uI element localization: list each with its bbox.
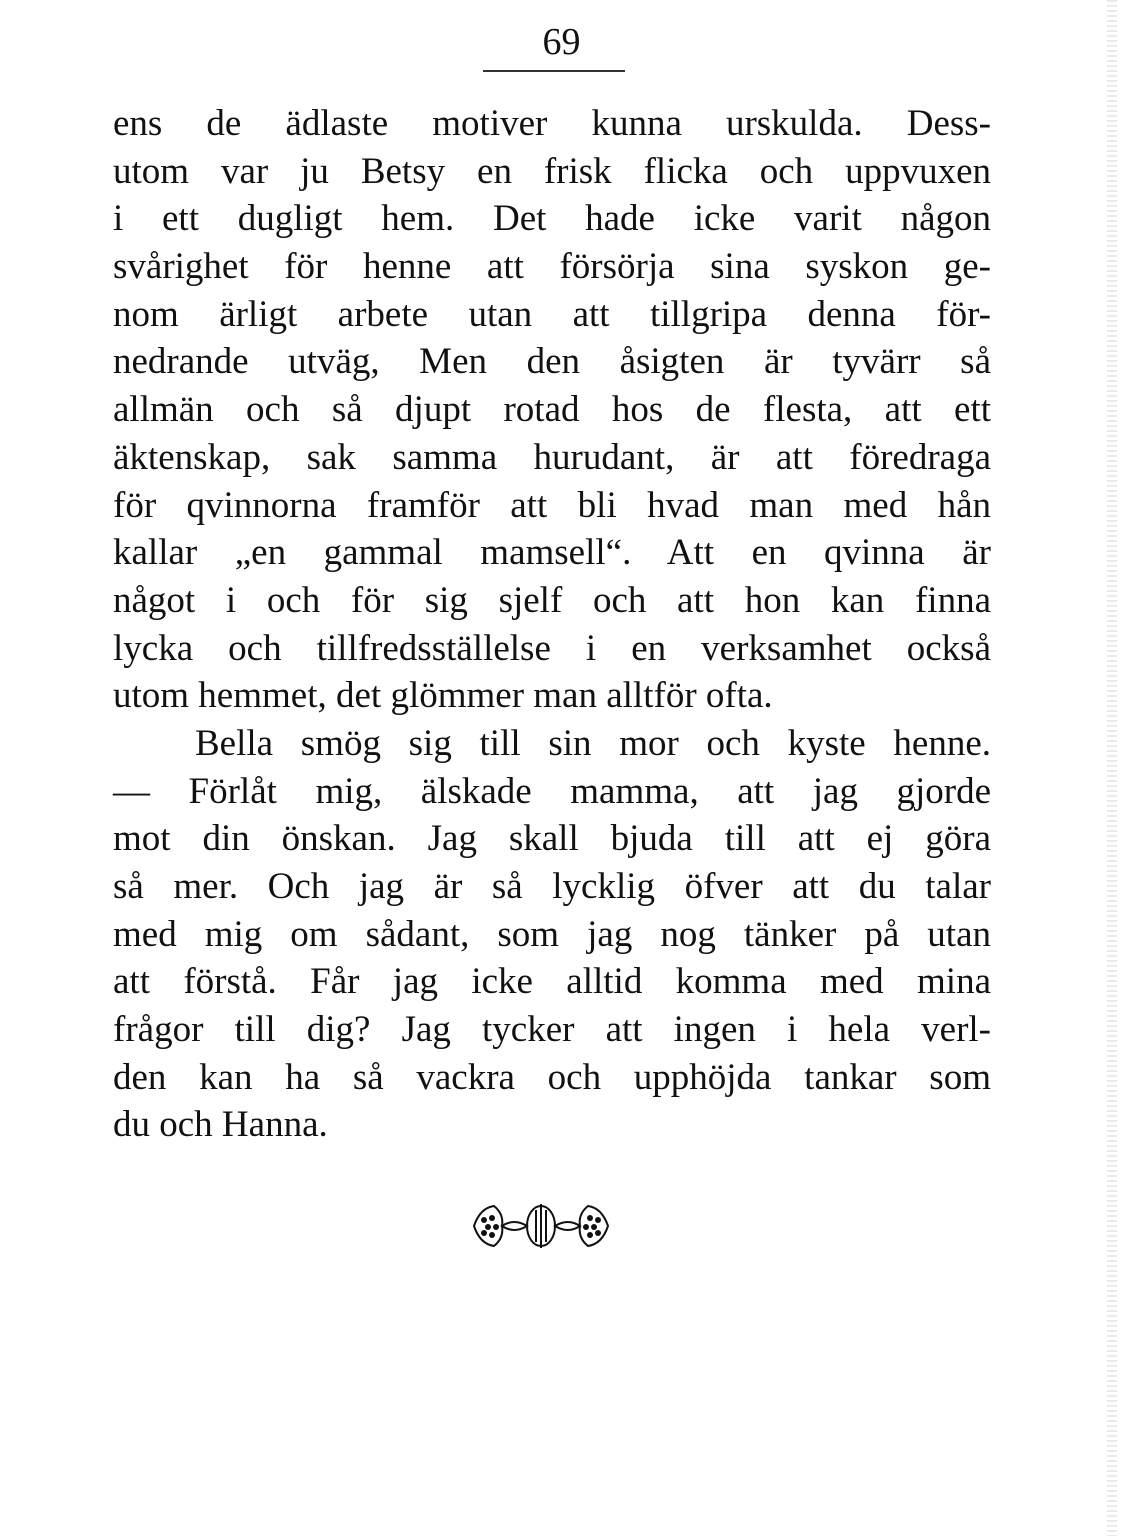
floral-tailpiece-ornament-icon (466, 1200, 616, 1252)
text-line: Bella smög sig till sin mor och kyste henne. (195, 722, 991, 764)
body-text (113, 100, 991, 1149)
text-line: nom ärligt arbete utan att tillgripa denna för- (113, 293, 991, 335)
text-line: i ett dugligt hem. Det hade icke varit någon (113, 198, 991, 240)
text-line: mot din önskan. Jag skall bjuda till att ej göra (113, 818, 991, 860)
text-line: du och Hanna. (113, 1104, 328, 1146)
text-line: frågor till dig? Jag tycker att ingen i hela verl- (113, 1009, 991, 1051)
text-line: svårighet för henne att försörja sina syskon ge- (113, 246, 991, 288)
text-line: att förstå. Får jag icke alltid komma med mina (113, 961, 991, 1003)
text-line: lycka och tillfredsställelse i en verksamhet också (113, 627, 991, 669)
text-line: utom var ju Betsy en frisk flicka och uppvuxen (113, 150, 991, 192)
scan-edge-artifact (1107, 0, 1117, 1536)
text-line: så mer. Och jag är så lycklig öfver att du talar (113, 866, 991, 907)
text-line: — Förlåt mig, älskade mamma, att jag gjorde (113, 770, 991, 812)
paragraph-1 (113, 100, 991, 720)
text-line: kallar „en gammal mamsell“. Att en qvinna är (113, 532, 991, 574)
text-line: äktenskap, sak samma hurudant, är att föredraga (113, 436, 991, 478)
paragraph-3 (113, 768, 991, 1150)
text-line: något i och för sig sjelf och att hon kan finna (113, 579, 991, 621)
text-line: utom hemmet, det glömmer man alltför ofta. (113, 675, 773, 717)
text-line: med mig om sådant, som jag nog tänker på utan (113, 913, 991, 955)
text-line: ens de ädlaste motiver kunna urskulda. Dess- (113, 103, 991, 144)
page-number: 69 (542, 21, 581, 63)
text-line: allmän och så djupt rotad hos de flesta, att ett (113, 389, 991, 431)
header-rule (483, 70, 625, 72)
text-line: nedrande utväg, Men den åsigten är tyvärr så (113, 341, 991, 383)
text-line: för qvinnorna framför att bli hvad man med hån (113, 484, 991, 526)
paragraph-2 (113, 720, 991, 768)
text-line: den kan ha så vackra och upphöjda tankar som (113, 1056, 991, 1098)
